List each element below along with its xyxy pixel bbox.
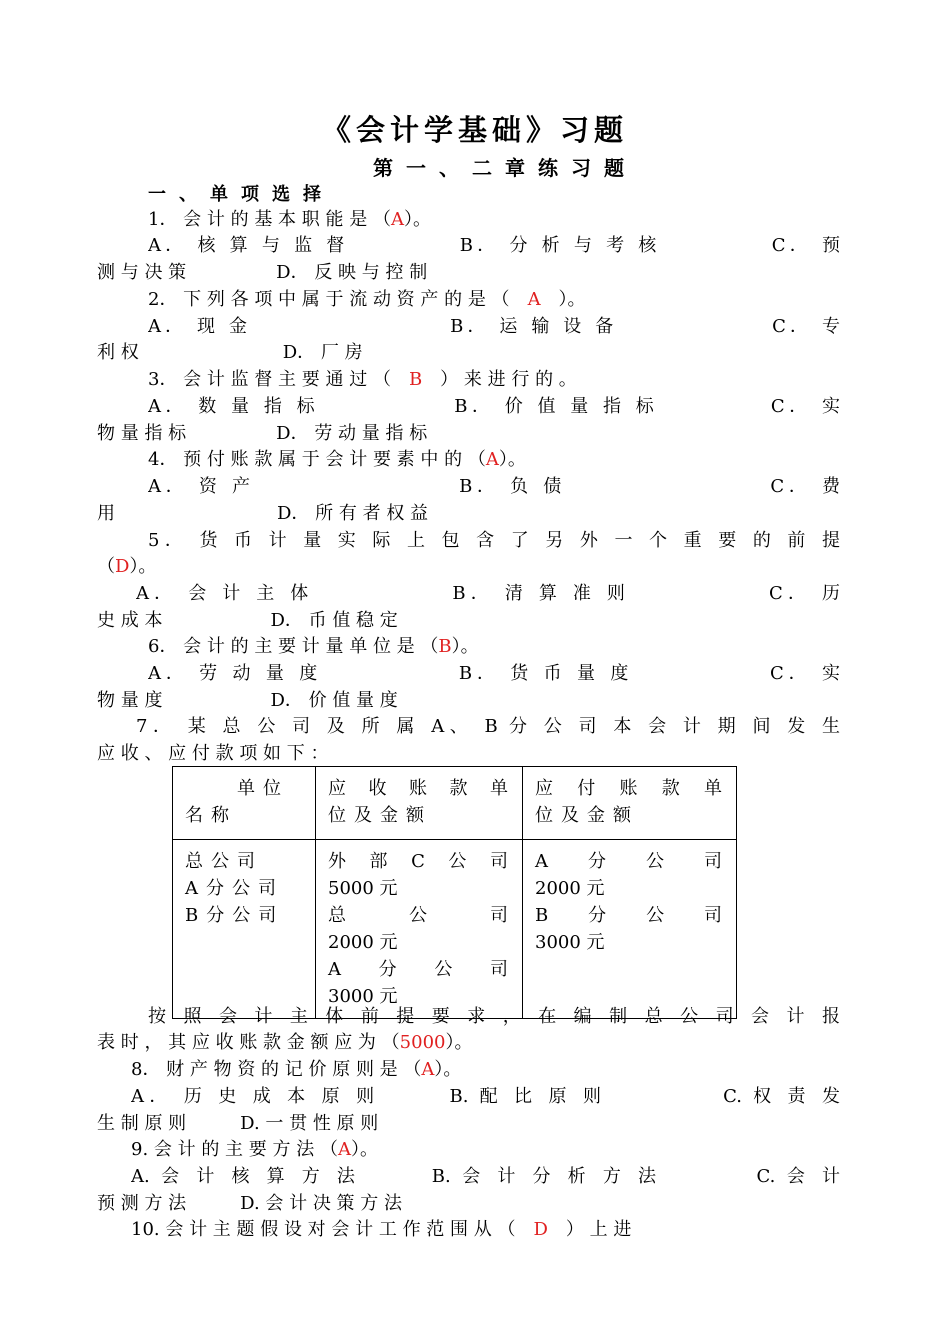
q9-answer: A bbox=[337, 1139, 351, 1160]
table-header-receivable: 应收账款单 位及金额 bbox=[316, 767, 523, 840]
q8-options-b: 生 制 原 则 D. 一 贯 性 原 则 bbox=[97, 1113, 379, 1134]
q9-stem: 9. 会 计 的 主 要 方 法 （A）。 bbox=[131, 1139, 378, 1160]
chapter-subtitle: 第一、二章练习题 bbox=[373, 156, 637, 180]
q10-stem: 10. 会 计 主 题 假 设 对 会 计 工 作 范 围 从 （ D ） 上 进 bbox=[131, 1219, 632, 1240]
receivables-table bbox=[172, 766, 737, 1019]
q2-options-b: 利 权 D． 厂 房 bbox=[97, 342, 363, 363]
q4-answer: A bbox=[485, 449, 499, 470]
table-header-payable: 应付账款单 位及金额 bbox=[523, 767, 737, 840]
table-cell-units: 总公司 A分公司 B分公司 bbox=[173, 840, 316, 1019]
table-header-unit: 单位 名称 bbox=[173, 767, 316, 840]
q3-options-a: A． 数 量 指 标 B． 价 值 量 指 标 C． 实 bbox=[148, 396, 840, 417]
q4-options-b: 用 D． 所 有 者 权 益 bbox=[97, 503, 429, 524]
q4-options-a: A． 资 产 B． 负 债 C． 费 bbox=[148, 476, 840, 497]
section-heading: 一、单项选择 bbox=[148, 184, 334, 205]
q1-stem: 1． 会 计 的 基 本 职 能 是 （A）。 bbox=[148, 209, 431, 230]
table-cell-payables: A分公司 2000 元 B分公司 3000 元 bbox=[523, 840, 737, 1019]
q7-question-cont: 表 时 ， 其 应 收 账 款 金 额 应 为 （5000）。 bbox=[97, 1032, 473, 1053]
q9-options-a: A. 会 计 核 算 方 法 B. 会 计 分 析 方 法 C. 会 计 bbox=[131, 1166, 840, 1187]
q3-options-b: 物 量 指 标 D． 劳 动 量 指 标 bbox=[97, 423, 428, 444]
q7-stem-cont: 应 收 、 应 付 款 项 如 下 ： bbox=[97, 743, 329, 764]
q8-answer: A bbox=[421, 1059, 435, 1080]
q4-stem: 4． 预 付 账 款 属 于 会 计 要 素 中 的 （A）。 bbox=[148, 449, 526, 470]
q3-stem: 3． 会 计 监 督 主 要 通 过 （ B ） 来 进 行 的 。 bbox=[148, 369, 577, 390]
q5-options-b: 史 成 本 D． 币 值 稳 定 bbox=[97, 610, 398, 631]
q2-options-a: A． 现 金 B． 运 输 设 备 C． 专 bbox=[148, 316, 840, 337]
q8-stem: 8． 财 产 物 资 的 记 价 原 则 是 （A）。 bbox=[131, 1059, 462, 1080]
q6-options-a: A． 劳 动 量 度 B． 货 币 量 度 C． 实 bbox=[148, 663, 840, 684]
q7-question: 按 照 会 计 主 体 前 提 要 求 ， 在 编 制 总 公 司 会 计 报 bbox=[148, 1006, 840, 1027]
q3-answer: B bbox=[408, 369, 423, 390]
q6-answer: B bbox=[438, 636, 452, 657]
q7-stem: 7． 某 总 公 司 及 所 属 A、 B 分 公 司 本 会 计 期 间 发 生 bbox=[136, 716, 840, 737]
q7-answer: 5000 bbox=[399, 1032, 446, 1053]
q2-answer: A bbox=[527, 289, 541, 310]
q1-options-b: 测 与 决 策 D． 反 映 与 控 制 bbox=[97, 262, 428, 283]
q6-stem: 6． 会 计 的 主 要 计 量 单 位 是 （B）。 bbox=[148, 636, 479, 657]
q2-stem: 2． 下 列 各 项 中 属 于 流 动 资 产 的 是 （ A ）。 bbox=[148, 289, 586, 310]
q1-answer: A bbox=[390, 209, 404, 230]
q1-options-a: A． 核 算 与 监 督 B． 分 析 与 考 核 C． 预 bbox=[148, 235, 840, 256]
q10-answer: D bbox=[533, 1219, 548, 1240]
table-cell-receivables: 外部C公司 5000 元 总公司 2000 元 A分公司 3000 元 bbox=[316, 840, 523, 1019]
q5-stem-cont: （D）。 bbox=[97, 556, 157, 577]
q8-options-a: A． 历 史 成 本 原 则 B. 配 比 原 则 C. 权 责 发 bbox=[131, 1086, 840, 1107]
q9-options-b: 预 测 方 法 D. 会 计 决 策 方 法 bbox=[97, 1193, 403, 1214]
q5-stem: 5． 货 币 计 量 实 际 上 包 含 了 另 外 一 个 重 要 的 前 提 bbox=[148, 530, 840, 551]
q6-options-b: 物 量 度 D． 价 值 量 度 bbox=[97, 690, 398, 711]
q5-options-a: A． 会 计 主 体 B． 清 算 准 则 C． 历 bbox=[136, 583, 840, 604]
document-title: 《会计学基础》习题 bbox=[321, 113, 628, 147]
q5-answer: D bbox=[115, 556, 130, 577]
